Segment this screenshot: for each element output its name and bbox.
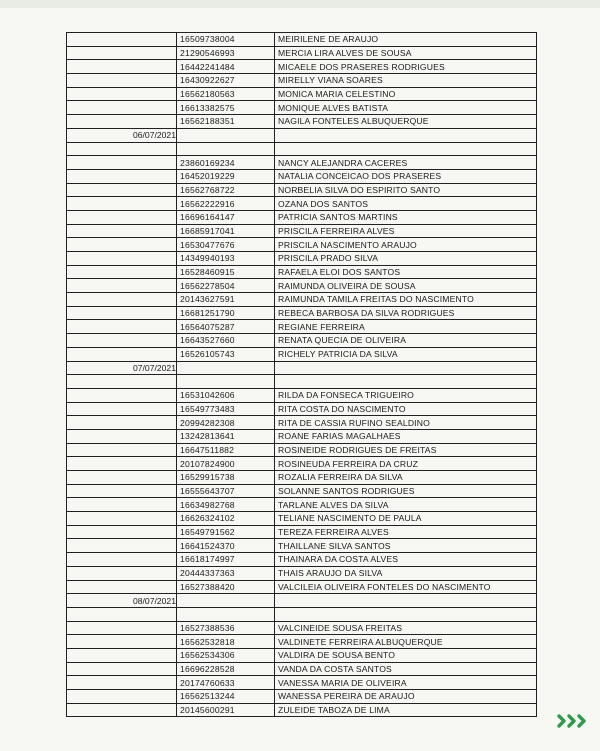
empty-cell <box>275 128 537 142</box>
table-row <box>67 484 537 498</box>
id-number: 16626324102 <box>177 512 275 526</box>
participant-name: ROSINEIDE RODRIGUES DE FREITAS <box>275 443 537 457</box>
id-number: 16555643707 <box>177 484 275 498</box>
id-number: 16452019229 <box>177 169 275 183</box>
table-row <box>67 402 537 416</box>
table-row <box>67 566 537 580</box>
table-row <box>67 183 537 197</box>
id-number: 16618174997 <box>177 553 275 567</box>
date-row <box>67 361 537 375</box>
id-number: 16647511882 <box>177 443 275 457</box>
table-row <box>67 621 537 635</box>
table-row <box>67 416 537 430</box>
id-number: 20145600291 <box>177 703 275 717</box>
id-number: 16562768722 <box>177 183 275 197</box>
table-row <box>67 662 537 676</box>
participant-name: ZULEIDE TABOZA DE LIMA <box>275 703 537 717</box>
empty-cell <box>67 74 177 88</box>
participant-name: REBECA BARBOSA DA SILVA RODRIGUES <box>275 306 537 320</box>
participant-name: MICAELE DOS PRASERES RODRIGUES <box>275 60 537 74</box>
table-row <box>67 429 537 443</box>
empty-cell <box>67 498 177 512</box>
participant-table-body <box>67 33 537 717</box>
empty-cell <box>67 197 177 211</box>
table-row <box>67 512 537 526</box>
id-number: 16564075287 <box>177 320 275 334</box>
participant-name: NANCY ALEJANDRA CACERES <box>275 156 537 170</box>
table-row <box>67 74 537 88</box>
blank-row <box>67 375 537 389</box>
participant-name: VANDA DA COSTA SANTOS <box>275 662 537 676</box>
empty-cell <box>177 361 275 375</box>
participant-name: VALDIRA DE SOUSA BENTO <box>275 648 537 662</box>
empty-cell <box>275 607 537 621</box>
empty-cell <box>67 607 177 621</box>
participant-name: OZANA DOS SANTOS <box>275 197 537 211</box>
id-number: 16527388536 <box>177 621 275 635</box>
empty-cell <box>67 46 177 60</box>
table-row <box>67 334 537 348</box>
table-row <box>67 498 537 512</box>
id-number: 16531042606 <box>177 388 275 402</box>
table-row <box>67 635 537 649</box>
empty-cell <box>67 703 177 717</box>
empty-cell <box>67 539 177 553</box>
empty-cell <box>67 279 177 293</box>
empty-cell <box>67 402 177 416</box>
participant-name: TARLANE ALVES DA SILVA <box>275 498 537 512</box>
table-row <box>67 60 537 74</box>
date-row <box>67 594 537 608</box>
table-row <box>67 101 537 115</box>
table-row <box>67 238 537 252</box>
empty-cell <box>275 375 537 389</box>
id-number: 16562188351 <box>177 115 275 129</box>
id-number: 16549791562 <box>177 525 275 539</box>
id-number: 16549773483 <box>177 402 275 416</box>
empty-cell <box>67 60 177 74</box>
participant-name: NORBELIA SILVA DO ESPIRITO SANTO <box>275 183 537 197</box>
empty-cell <box>67 484 177 498</box>
section-date: 08/07/2021 <box>67 594 177 608</box>
table-row <box>67 265 537 279</box>
participant-name: PATRICIA SANTOS MARTINS <box>275 210 537 224</box>
id-number: 16643527660 <box>177 334 275 348</box>
id-number: 16530477676 <box>177 238 275 252</box>
id-number: 14349940193 <box>177 252 275 266</box>
id-number: 16562534306 <box>177 648 275 662</box>
empty-cell <box>67 306 177 320</box>
participant-name: MEIRILENE DE ARAUJO <box>275 33 537 47</box>
empty-cell <box>67 635 177 649</box>
empty-cell <box>67 265 177 279</box>
table-row <box>67 293 537 307</box>
participant-name: MONIQUE ALVES BATISTA <box>275 101 537 115</box>
empty-cell <box>67 388 177 402</box>
participant-name: VALDINETE FERREIRA ALBUQUERQUE <box>275 635 537 649</box>
table-row <box>67 320 537 334</box>
participant-name: MONICA MARIA CELESTINO <box>275 87 537 101</box>
empty-cell <box>67 334 177 348</box>
empty-cell <box>275 361 537 375</box>
participant-name: ROSINEUDA FERREIRA DA CRUZ <box>275 457 537 471</box>
empty-cell <box>67 347 177 361</box>
table-row <box>67 388 537 402</box>
empty-cell <box>67 320 177 334</box>
empty-cell <box>67 115 177 129</box>
participant-name: WANESSA PEREIRA DE ARAUJO <box>275 690 537 704</box>
id-number: 16442241484 <box>177 60 275 74</box>
id-number: 16696164147 <box>177 210 275 224</box>
date-row <box>67 128 537 142</box>
empty-cell <box>67 566 177 580</box>
empty-cell <box>67 87 177 101</box>
id-number: 16562532818 <box>177 635 275 649</box>
participant-name: PRISCILA PRADO SILVA <box>275 252 537 266</box>
empty-cell <box>67 512 177 526</box>
id-number: 20174760633 <box>177 676 275 690</box>
table-row <box>67 87 537 101</box>
participant-name: THAILLANE SILVA SANTOS <box>275 539 537 553</box>
empty-cell <box>67 101 177 115</box>
table-row <box>67 539 537 553</box>
empty-cell <box>67 142 177 156</box>
id-number: 20143627591 <box>177 293 275 307</box>
participant-name: VANESSA MARIA DE OLIVEIRA <box>275 676 537 690</box>
table-row <box>67 279 537 293</box>
empty-cell <box>67 553 177 567</box>
participant-name: PRISCILA FERREIRA ALVES <box>275 224 537 238</box>
empty-cell <box>67 375 177 389</box>
empty-cell <box>67 224 177 238</box>
empty-cell <box>275 142 537 156</box>
table-row <box>67 525 537 539</box>
empty-cell <box>177 375 275 389</box>
empty-cell <box>67 676 177 690</box>
empty-cell <box>67 416 177 430</box>
participant-name: RILDA DA FONSECA TRIGUEIRO <box>275 388 537 402</box>
id-number: 16685917041 <box>177 224 275 238</box>
participant-name: RENATA QUECIA DE OLIVEIRA <box>275 334 537 348</box>
empty-cell <box>177 594 275 608</box>
id-number: 16526105743 <box>177 347 275 361</box>
participant-name: TELIANE NASCIMENTO DE PAULA <box>275 512 537 526</box>
participant-name: ROANE FARIAS MAGALHAES <box>275 429 537 443</box>
participant-name: MIRELLY VIANA SOARES <box>275 74 537 88</box>
participant-name: VALCILEIA OLIVEIRA FONTELES DO NASCIMENTO <box>275 580 537 594</box>
empty-cell <box>67 648 177 662</box>
table-row <box>67 169 537 183</box>
participant-name: THAIS ARAUJO DA SILVA <box>275 566 537 580</box>
empty-cell <box>67 457 177 471</box>
table-row <box>67 306 537 320</box>
table-row <box>67 46 537 60</box>
id-number: 16641524370 <box>177 539 275 553</box>
participant-name: NAGILA FONTELES ALBUQUERQUE <box>275 115 537 129</box>
empty-cell <box>177 128 275 142</box>
table-row <box>67 676 537 690</box>
table-row <box>67 648 537 662</box>
empty-cell <box>67 621 177 635</box>
table-row <box>67 471 537 485</box>
id-number: 21290546993 <box>177 46 275 60</box>
participant-name: TEREZA FERREIRA ALVES <box>275 525 537 539</box>
id-number: 16634982768 <box>177 498 275 512</box>
id-number: 13242813641 <box>177 429 275 443</box>
participant-table <box>66 32 537 717</box>
id-number: 16529915738 <box>177 471 275 485</box>
empty-cell <box>67 471 177 485</box>
empty-cell <box>67 662 177 676</box>
section-date: 07/07/2021 <box>67 361 177 375</box>
empty-cell <box>67 210 177 224</box>
empty-cell <box>67 238 177 252</box>
participant-name: RAIMUNDA TAMILA FREITAS DO NASCIMENTO <box>275 293 537 307</box>
id-number: 23860169234 <box>177 156 275 170</box>
table-row <box>67 156 537 170</box>
table-row <box>67 224 537 238</box>
id-number: 16562278504 <box>177 279 275 293</box>
id-number: 16696228528 <box>177 662 275 676</box>
blank-row <box>67 607 537 621</box>
participant-name: ROZALIA FERREIRA DA SILVA <box>275 471 537 485</box>
empty-cell <box>177 142 275 156</box>
table-row <box>67 347 537 361</box>
participant-name: MERCIA LIRA ALVES DE SOUSA <box>275 46 537 60</box>
top-border <box>0 0 600 8</box>
table-row <box>67 690 537 704</box>
section-date: 06/07/2021 <box>67 128 177 142</box>
id-number: 20994282308 <box>177 416 275 430</box>
table-row <box>67 115 537 129</box>
participant-name: REGIANE FERREIRA <box>275 320 537 334</box>
id-number: 20107824900 <box>177 457 275 471</box>
empty-cell <box>67 169 177 183</box>
id-number: 16562513244 <box>177 690 275 704</box>
table-row <box>67 197 537 211</box>
participant-name: SOLANNE SANTOS RODRIGUES <box>275 484 537 498</box>
empty-cell <box>67 33 177 47</box>
next-page-button[interactable] <box>556 712 590 730</box>
blank-row <box>67 142 537 156</box>
id-number: 16527388420 <box>177 580 275 594</box>
participant-name: VALCINEIDE SOUSA FREITAS <box>275 621 537 635</box>
participant-name: THAINARA DA COSTA ALVES <box>275 553 537 567</box>
table-row <box>67 443 537 457</box>
table-row <box>67 252 537 266</box>
id-number: 16613382575 <box>177 101 275 115</box>
id-number: 20444337363 <box>177 566 275 580</box>
empty-cell <box>67 580 177 594</box>
empty-cell <box>275 594 537 608</box>
table-row <box>67 703 537 717</box>
participant-name: RICHELY PATRICIA DA SILVA <box>275 347 537 361</box>
empty-cell <box>67 525 177 539</box>
empty-cell <box>177 607 275 621</box>
participant-name: PRISCILA NASCIMENTO ARAUJO <box>275 238 537 252</box>
table-row <box>67 457 537 471</box>
empty-cell <box>67 690 177 704</box>
id-number: 16528460915 <box>177 265 275 279</box>
id-number: 16562222916 <box>177 197 275 211</box>
participant-name: RITA DE CASSIA RUFINO SEALDINO <box>275 416 537 430</box>
participant-name: RAIMUNDA OLIVEIRA DE SOUSA <box>275 279 537 293</box>
id-number: 16430922627 <box>177 74 275 88</box>
empty-cell <box>67 429 177 443</box>
table-row <box>67 553 537 567</box>
table-row <box>67 580 537 594</box>
id-number: 16509738004 <box>177 33 275 47</box>
participant-name: RAFAELA ELOI DOS SANTOS <box>275 265 537 279</box>
triple-chevron-right-icon <box>556 713 590 729</box>
empty-cell <box>67 443 177 457</box>
id-number: 16562180563 <box>177 87 275 101</box>
empty-cell <box>67 156 177 170</box>
participant-name: NATALIA CONCEICAO DOS PRASERES <box>275 169 537 183</box>
id-number: 16681251790 <box>177 306 275 320</box>
participant-name: RITA COSTA DO NASCIMENTO <box>275 402 537 416</box>
empty-cell <box>67 293 177 307</box>
empty-cell <box>67 183 177 197</box>
table-row <box>67 33 537 47</box>
table-row <box>67 210 537 224</box>
empty-cell <box>67 252 177 266</box>
